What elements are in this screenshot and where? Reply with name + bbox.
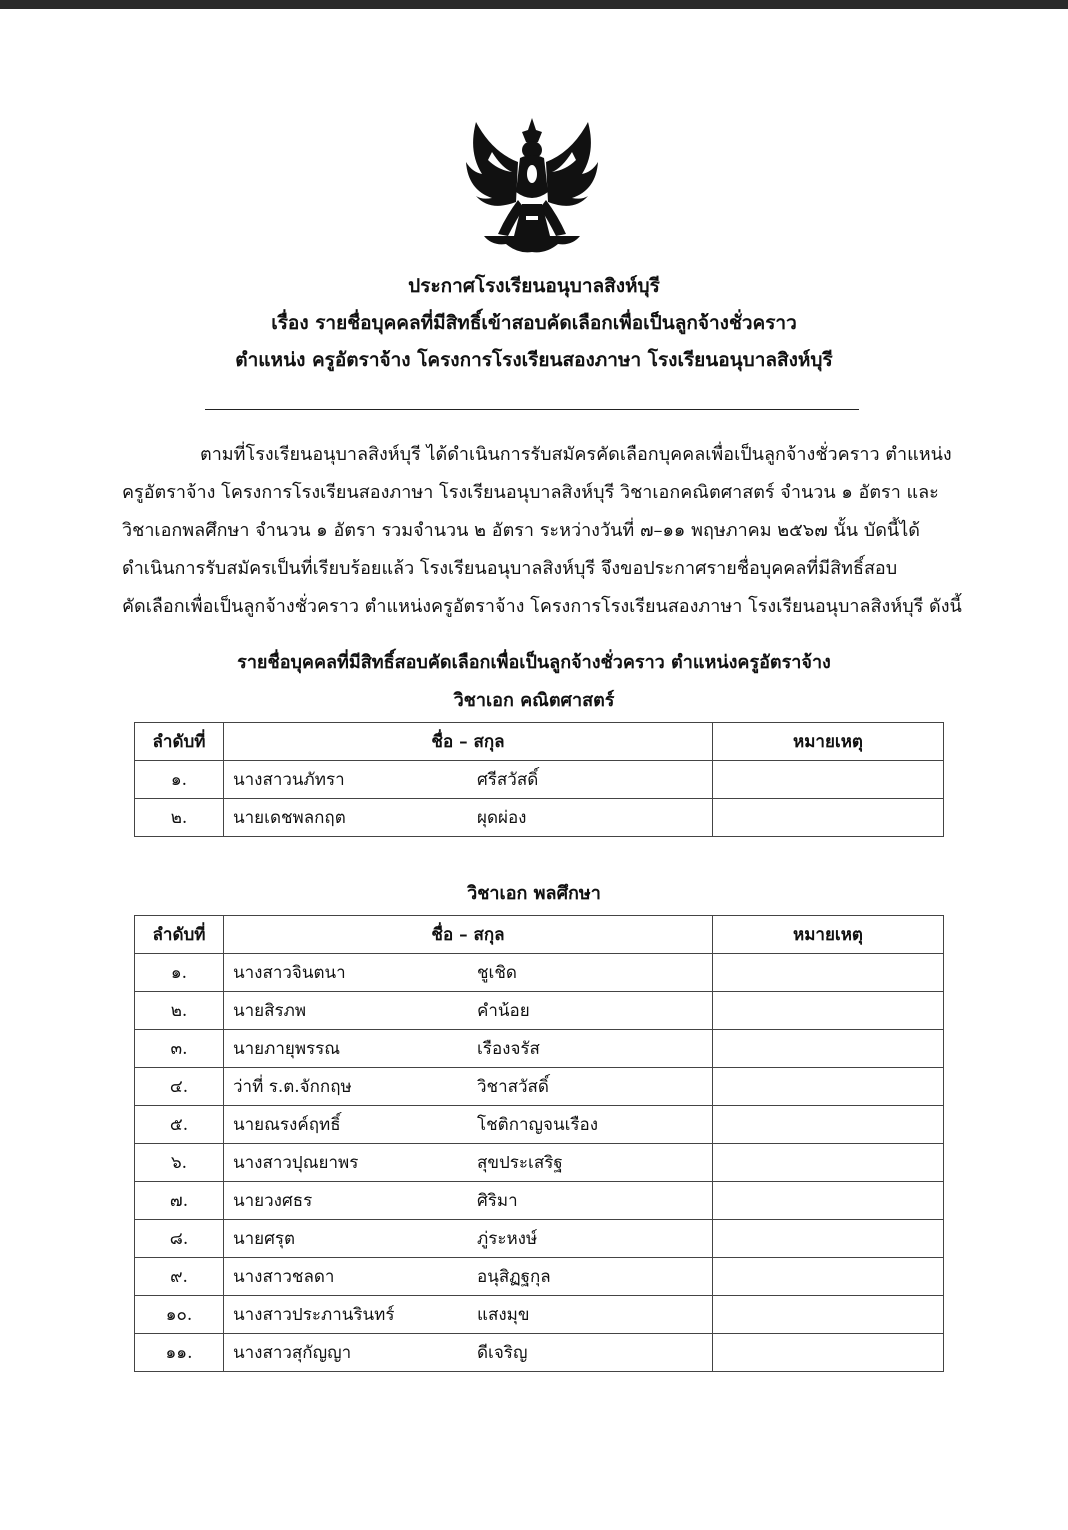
body-line-5: คัดเลือกเพื่อเป็นลูกจ้างชั่วคราว ตำแหน่งครูอัตราจ้าง โครงการโรงเรียนสองภาษา โรงเรียนอนุบาลสิงห์บุรี ดังนี้ (122, 596, 962, 617)
row-first-name: นายสิรภพ (224, 992, 469, 1030)
table-row (135, 1258, 944, 1296)
row-first-name: นางสาวสุกัญญา (224, 1334, 469, 1372)
table-row (135, 954, 944, 992)
row-number: ๒. (135, 799, 224, 837)
table-row (135, 1068, 944, 1106)
body-line-4: ดำเนินการรับสมัครเป็นที่เรียบร้อยแล้ว โรงเรียนอนุบาลสิงห์บุรี จึงขอประกาศรายชื่อบุคคลที่มีสิทธิ์สอบ (122, 558, 898, 579)
math-section-heading: วิชาเอก คณิตศาสตร์ (453, 690, 615, 711)
row-number: ๑. (135, 954, 224, 992)
column-header-name: ชื่อ – สกุล (224, 916, 713, 954)
body-line-1: ตามที่โรงเรียนอนุบาลสิงห์บุรี ได้ดำเนินการรับสมัครคัดเลือกบุคคลเพื่อเป็นลูกจ้างชั่วคราว ตำแหน่ง (200, 444, 952, 465)
row-first-name: ว่าที่ ร.ต.จักกฤษ (224, 1068, 469, 1106)
row-note (713, 1182, 944, 1220)
row-note (713, 1030, 944, 1068)
row-last-name: วิชาสวัสดิ์ (468, 1068, 713, 1106)
row-note (713, 1106, 944, 1144)
row-last-name: ดีเจริญ (468, 1334, 713, 1372)
announcement-position: ตำแหน่ง ครูอัตราจ้าง โครงการโรงเรียนสองภาษา โรงเรียนอนุบาลสิงห์บุรี (235, 349, 833, 371)
row-note (713, 761, 944, 799)
row-last-name: ผุดผ่อง (468, 799, 713, 837)
row-last-name: ศิริมา (468, 1182, 713, 1220)
table-header-row (135, 723, 944, 761)
row-note (713, 1334, 944, 1372)
row-note (713, 1296, 944, 1334)
table-row (135, 1106, 944, 1144)
row-number: ๑๐. (135, 1296, 224, 1334)
table-row (135, 1296, 944, 1334)
announcement-subject: เรื่อง รายชื่อบุคคลที่มีสิทธิ์เข้าสอบคัดเลือกเพื่อเป็นลูกจ้างชั่วคราว (271, 312, 797, 334)
row-first-name: นางสาวปุณยาพร (224, 1144, 469, 1182)
title-divider (205, 409, 859, 410)
garuda-emblem-icon (462, 112, 602, 264)
list-title: รายชื่อบุคคลที่มีสิทธิ์สอบคัดเลือกเพื่อเป็นลูกจ้างชั่วคราว ตำแหน่งครูอัตราจ้าง (237, 652, 831, 673)
column-header-note: หมายเหตุ (713, 723, 944, 761)
pe-section-heading: วิชาเอก พลศึกษา (467, 883, 601, 904)
row-first-name: นายณรงค์ฤทธิ์ (224, 1106, 469, 1144)
row-first-name: นางสาวประภานรินทร์ (224, 1296, 469, 1334)
row-first-name: นายศรุต (224, 1220, 469, 1258)
row-last-name: เรืองจรัส (468, 1030, 713, 1068)
column-header-no: ลำดับที่ (135, 916, 224, 954)
column-header-note: หมายเหตุ (713, 916, 944, 954)
body-line-2: ครูอัตราจ้าง โครงการโรงเรียนสองภาษา โรงเรียนอนุบาลสิงห์บุรี วิชาเอกคณิตศาสตร์ จำนวน ๑ อัตรา และ (122, 482, 939, 503)
row-note (713, 1068, 944, 1106)
row-first-name: นางสาวชลดา (224, 1258, 469, 1296)
top-bar (0, 0, 1068, 9)
row-number: ๒. (135, 992, 224, 1030)
row-last-name: ศรีสวัสดิ์ (468, 761, 713, 799)
row-number: ๘. (135, 1220, 224, 1258)
table-row (135, 799, 944, 837)
row-last-name: สุขประเสริฐ (468, 1144, 713, 1182)
row-last-name: อนุสิฏฐกุล (468, 1258, 713, 1296)
row-last-name: โชติกาญจนเรือง (468, 1106, 713, 1144)
row-last-name: คำน้อย (468, 992, 713, 1030)
row-number: ๑. (135, 761, 224, 799)
row-number: ๕. (135, 1106, 224, 1144)
row-last-name: แสงมุข (468, 1296, 713, 1334)
row-first-name: นายภายุพรรณ (224, 1030, 469, 1068)
table-row (135, 1144, 944, 1182)
body-line-3: วิชาเอกพลศึกษา จำนวน ๑ อัตรา รวมจำนวน ๒ อัตรา ระหว่างวันที่ ๗–๑๑ พฤษภาคม ๒๕๖๗ นั้น บัดนี้ได้ (122, 520, 920, 541)
row-number: ๔. (135, 1068, 224, 1106)
column-header-no: ลำดับที่ (135, 723, 224, 761)
row-first-name: นายวงศธร (224, 1182, 469, 1220)
announcement-title: ประกาศโรงเรียนอนุบาลสิงห์บุรี (408, 275, 660, 297)
row-number: ๓. (135, 1030, 224, 1068)
row-note (713, 1258, 944, 1296)
table-header-row (135, 916, 944, 954)
row-number: ๖. (135, 1144, 224, 1182)
row-number: ๑๑. (135, 1334, 224, 1372)
row-number: ๗. (135, 1182, 224, 1220)
row-first-name: นางสาวนภัทรา (224, 761, 469, 799)
table-row (135, 992, 944, 1030)
table-row (135, 1220, 944, 1258)
row-note (713, 1220, 944, 1258)
math-candidates-table (134, 722, 944, 837)
table-row (135, 1334, 944, 1372)
table-row (135, 1030, 944, 1068)
pe-candidates-table (134, 915, 944, 1372)
table-row (135, 761, 944, 799)
row-note (713, 954, 944, 992)
row-last-name: ภู่ระหงษ์ (468, 1220, 713, 1258)
row-first-name: นายเดชพลกฤต (224, 799, 469, 837)
row-note (713, 799, 944, 837)
row-last-name: ชูเชิด (468, 954, 713, 992)
column-header-name: ชื่อ – สกุล (224, 723, 713, 761)
row-number: ๙. (135, 1258, 224, 1296)
table-row (135, 1182, 944, 1220)
row-note (713, 1144, 944, 1182)
row-note (713, 992, 944, 1030)
row-first-name: นางสาวจินตนา (224, 954, 469, 992)
